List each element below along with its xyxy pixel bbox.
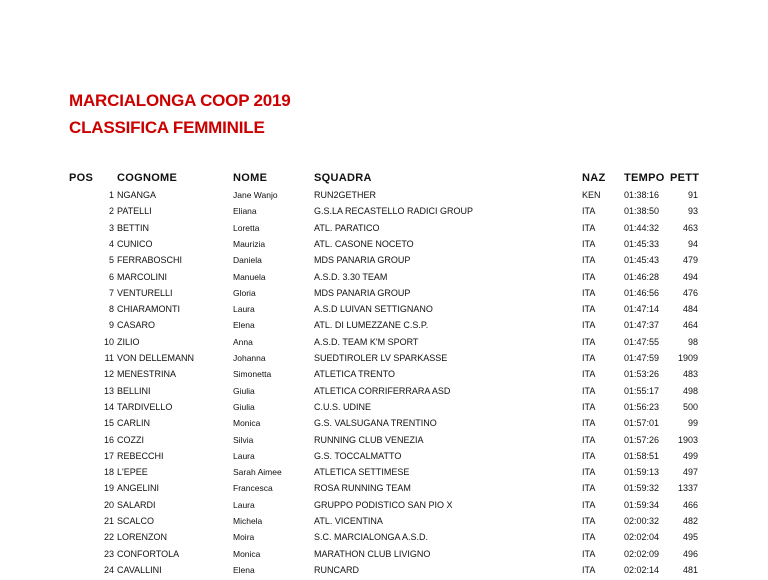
cell-nome: Johanna (233, 353, 266, 363)
cell-cognome: L'EPEE (117, 467, 148, 478)
cell-cognome: CARLIN (117, 418, 151, 429)
cell-cognome: VENTURELLI (117, 287, 173, 298)
table-row (0, 237, 768, 253)
cell-naz: ITA (582, 271, 596, 282)
cell-cognome: SALARDI (117, 499, 156, 510)
cell-nome: Giulia (233, 401, 255, 412)
cell-squadra: A.S.D LUIVAN SETTIGNANO (314, 304, 433, 315)
cell-tempo: 01:55:17 (624, 385, 660, 396)
header-naz: NAZ (582, 172, 606, 184)
table-row (0, 465, 768, 481)
cell-squadra: MDS PANARIA GROUP (314, 287, 411, 298)
cell-cognome: BETTIN (117, 222, 150, 233)
cell-tempo: 01:45:43 (624, 255, 660, 266)
cell-naz: ITA (582, 401, 596, 412)
cell-nome: Simonetta (233, 369, 272, 380)
table-row (0, 416, 768, 432)
cell-naz: ITA (582, 516, 596, 526)
cell-nome: Monica (233, 548, 261, 559)
cell-naz: ITA (582, 206, 596, 217)
cell-tempo: 01:47:55 (624, 336, 660, 347)
table-row (0, 563, 768, 579)
cell-nome: Eliana (233, 206, 257, 217)
table-row (0, 335, 768, 351)
cell-pos: 4 (108, 238, 114, 249)
table-row (0, 481, 768, 497)
cell-pett: 476 (682, 287, 698, 298)
cell-pos: 6 (108, 271, 114, 282)
cell-cognome: CHIARAMONTI (117, 304, 180, 315)
cell-tempo: 02:02:04 (624, 532, 660, 543)
cell-cognome: MENESTRINA (117, 369, 177, 380)
cell-pett: 91 (687, 190, 698, 200)
cell-nome: Laura (233, 304, 255, 315)
document-subtitle: CLASSIFICA FEMMINILE (69, 118, 265, 137)
cell-nome: Laura (233, 450, 255, 461)
cell-tempo: 01:58:51 (624, 450, 660, 461)
cell-squadra: MARATHON CLUB LIVIGNO (314, 548, 431, 559)
cell-pett: 481 (682, 564, 698, 575)
cell-nome: Michela (233, 516, 263, 526)
cell-squadra: ATLETICA SETTIMESE (314, 467, 410, 478)
table-row (0, 270, 768, 286)
cell-naz: ITA (582, 255, 596, 266)
cell-cognome: REBECCHI (117, 450, 164, 461)
cell-squadra: G.S. VALSUGANA TRENTINO (314, 418, 437, 429)
cell-pett: 98 (687, 336, 698, 347)
table-row (0, 367, 768, 383)
cell-pos: 2 (108, 206, 114, 217)
cell-squadra: G.S.LA RECASTELLO RADICI GROUP (314, 206, 474, 217)
cell-naz: ITA (582, 564, 596, 575)
table-row (0, 384, 768, 400)
cell-nome: Gloria (233, 287, 256, 298)
header-squadra: SQUADRA (314, 172, 372, 184)
cell-naz: ITA (582, 483, 596, 494)
cell-pos: 8 (108, 304, 114, 315)
cell-naz: ITA (582, 467, 596, 478)
cell-naz: ITA (582, 450, 596, 461)
cell-pos: 16 (103, 434, 114, 445)
cell-squadra: G.S. TOCCALMATTO (314, 450, 402, 461)
cell-tempo: 01:38:16 (624, 190, 660, 200)
header-pett: PETT (670, 172, 700, 184)
cell-cognome: TARDIVELLO (117, 401, 173, 412)
cell-tempo: 01:47:14 (624, 304, 660, 315)
cell-pos: 13 (103, 385, 114, 396)
cell-squadra: RUN2GETHER (314, 190, 377, 200)
table-row (0, 204, 768, 220)
cell-pett: 497 (682, 467, 698, 478)
cell-naz: ITA (582, 320, 596, 331)
cell-squadra: ATLETICA CORRIFERRARA ASD (314, 385, 451, 396)
cell-tempo: 01:53:26 (624, 369, 660, 380)
cell-pett: 494 (682, 271, 698, 282)
table-row (0, 547, 768, 563)
cell-nome: Monica (233, 418, 261, 429)
table-row (0, 318, 768, 334)
cell-cognome: LORENZON (117, 532, 168, 543)
cell-nome: Giulia (233, 385, 255, 396)
cell-squadra: ATL. PARATICO (314, 222, 380, 233)
cell-pos: 14 (103, 401, 114, 412)
cell-pos: 9 (108, 320, 114, 331)
cell-cognome: PATELLI (117, 206, 152, 217)
cell-nome: Loretta (233, 222, 260, 233)
cell-pos: 17 (103, 450, 114, 461)
cell-squadra: ATL. CASONE NOCETO (314, 238, 414, 249)
cell-nome: Anna (233, 336, 253, 347)
cell-tempo: 01:45:33 (624, 238, 660, 249)
cell-tempo: 01:47:37 (624, 320, 660, 331)
header-cognome: COGNOME (117, 172, 178, 184)
cell-pett: 500 (682, 401, 698, 412)
cell-pett: 479 (682, 255, 698, 266)
cell-nome: Francesca (233, 483, 273, 494)
table-row (0, 351, 768, 367)
cell-tempo: 01:59:13 (624, 467, 660, 478)
cell-tempo: 01:46:56 (624, 287, 660, 298)
cell-cognome: SCALCO (117, 516, 155, 526)
cell-naz: ITA (582, 287, 596, 298)
cell-nome: Maurizia (233, 238, 266, 249)
cell-pett: 466 (682, 499, 698, 510)
cell-pos: 18 (103, 467, 114, 478)
table-row (0, 530, 768, 546)
cell-pos: 23 (103, 548, 114, 559)
cell-cognome: FERRABOSCHI (117, 255, 183, 266)
table-row (0, 433, 768, 449)
cell-cognome: BELLINI (117, 385, 151, 396)
table-row (0, 253, 768, 269)
cell-tempo: 01:57:01 (624, 418, 660, 429)
cell-pos: 11 (104, 353, 114, 363)
cell-naz: ITA (582, 532, 596, 543)
cell-naz: ITA (582, 499, 596, 510)
cell-pett: 495 (682, 532, 698, 543)
table-row (0, 221, 768, 237)
cell-cognome: VON DELLEMANN (117, 353, 195, 363)
cell-tempo: 01:38:50 (624, 206, 660, 217)
cell-naz: ITA (582, 238, 596, 249)
table-row (0, 286, 768, 302)
cell-pos: 21 (103, 516, 114, 526)
table-row (0, 514, 768, 530)
cell-pos: 20 (103, 499, 114, 510)
cell-tempo: 02:02:14 (624, 564, 660, 575)
cell-nome: Moira (233, 532, 255, 543)
cell-tempo: 01:46:28 (624, 271, 660, 282)
cell-pett: 99 (687, 418, 698, 429)
cell-tempo: 01:59:34 (624, 499, 660, 510)
cell-naz: ITA (582, 434, 596, 445)
cell-pos: 22 (103, 532, 114, 543)
cell-pos: 1 (108, 190, 114, 200)
cell-nome: Silvia (233, 434, 254, 445)
cell-pett: 93 (687, 206, 698, 217)
cell-pett: 482 (682, 516, 698, 526)
cell-squadra: ATL. DI LUMEZZANE C.S.P. (314, 320, 429, 331)
cell-pos: 10 (103, 336, 114, 347)
cell-pett: 498 (682, 385, 698, 396)
table-row (0, 188, 768, 204)
cell-naz: ITA (582, 353, 596, 363)
cell-nome: Elena (233, 320, 255, 331)
table-row (0, 302, 768, 318)
cell-cognome: CASARO (117, 320, 156, 331)
cell-pett: 463 (682, 222, 698, 233)
cell-pett: 94 (687, 238, 698, 249)
cell-tempo: 01:47:59 (624, 353, 660, 363)
cell-cognome: ANGELINI (117, 483, 160, 494)
cell-squadra: ATL. VICENTINA (314, 516, 383, 526)
cell-pett: 496 (682, 548, 698, 559)
cell-nome: Jane Wanjo (233, 190, 278, 200)
cell-cognome: CUNICO (117, 238, 153, 249)
cell-cognome: CAVALLINI (117, 564, 162, 575)
cell-cognome: MARCOLINI (117, 271, 168, 282)
cell-pos: 19 (103, 483, 114, 494)
header-tempo: TEMPO (624, 172, 665, 184)
cell-tempo: 02:00:32 (624, 516, 660, 526)
cell-pos: 24 (103, 564, 114, 575)
cell-squadra: ROSA RUNNING TEAM (314, 483, 411, 494)
cell-squadra: MDS PANARIA GROUP (314, 255, 411, 266)
cell-pett: 483 (682, 369, 698, 380)
cell-naz: ITA (582, 336, 596, 347)
cell-naz: KEN (582, 190, 601, 200)
cell-naz: ITA (582, 548, 596, 559)
cell-squadra: GRUPPO PODISTICO SAN PIO X (314, 499, 453, 510)
cell-nome: Elena (233, 564, 255, 575)
cell-cognome: ZILIO (117, 336, 140, 347)
table-row (0, 400, 768, 416)
document-title: MARCIALONGA COOP 2019 (69, 91, 291, 110)
cell-pos: 5 (108, 255, 114, 266)
cell-pett: 1903 (677, 434, 698, 445)
cell-tempo: 01:56:23 (624, 401, 660, 412)
cell-squadra: A.S.D. TEAM K'M SPORT (314, 336, 419, 347)
cell-pos: 7 (108, 287, 114, 298)
cell-pos: 15 (103, 418, 114, 429)
cell-squadra: A.S.D. 3.30 TEAM (314, 271, 388, 282)
cell-nome: Sarah Aimee (233, 467, 282, 478)
cell-squadra: SUEDTIROLER LV SPARKASSE (314, 353, 448, 363)
cell-nome: Daniela (233, 255, 262, 266)
cell-squadra: RUNNING CLUB VENEZIA (314, 434, 424, 445)
cell-cognome: COZZI (117, 434, 144, 445)
header-nome: NOME (233, 172, 268, 184)
cell-naz: ITA (582, 385, 596, 396)
cell-naz: ITA (582, 304, 596, 315)
header-pos: POS (69, 172, 94, 184)
cell-naz: ITA (582, 222, 596, 233)
cell-pett: 1909 (677, 353, 698, 363)
cell-pos: 12 (103, 369, 114, 380)
cell-squadra: ATLETICA TRENTO (314, 369, 396, 380)
cell-nome: Laura (233, 499, 255, 510)
cell-pett: 464 (682, 320, 698, 331)
cell-naz: ITA (582, 418, 596, 429)
cell-cognome: NGANGA (117, 190, 157, 200)
cell-nome: Manuela (233, 271, 266, 282)
cell-squadra: S.C. MARCIALONGA A.S.D. (314, 532, 429, 543)
cell-pett: 484 (682, 304, 698, 315)
cell-pos: 3 (108, 222, 114, 233)
cell-tempo: 01:44:32 (624, 222, 660, 233)
cell-squadra: RUNCARD (314, 564, 359, 575)
cell-naz: ITA (582, 369, 596, 380)
table-row (0, 449, 768, 465)
cell-cognome: CONFORTOLA (117, 548, 180, 559)
cell-tempo: 01:59:32 (624, 483, 660, 494)
table-row (0, 498, 768, 514)
cell-pett: 499 (682, 450, 698, 461)
cell-squadra: C.U.S. UDINE (314, 401, 372, 412)
cell-pett: 1337 (677, 483, 698, 494)
cell-tempo: 02:02:09 (624, 548, 660, 559)
cell-tempo: 01:57:26 (624, 434, 660, 445)
